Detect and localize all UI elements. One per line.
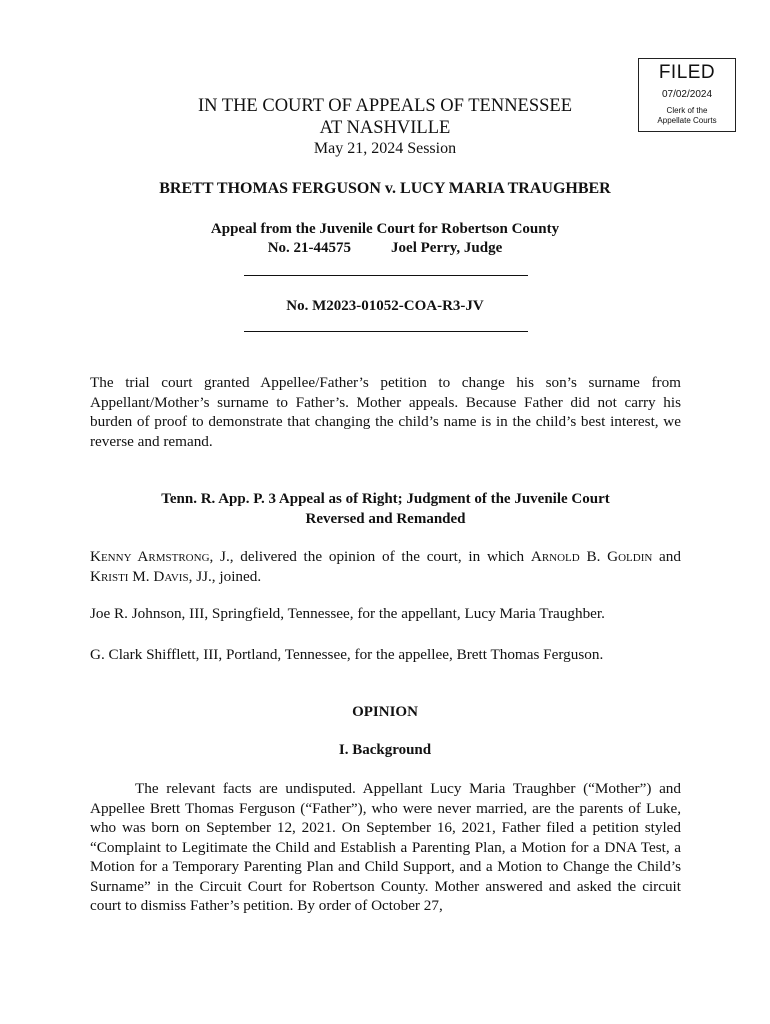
trial-case-number: No. 21-44575 xyxy=(267,240,352,256)
filed-stamp-clerk-line1: Clerk of the xyxy=(666,106,708,115)
trial-judge: Joel Perry, Judge xyxy=(391,240,503,256)
appeal-from: Appeal from the Juvenile Court for Robertson County xyxy=(210,221,560,237)
court-name: IN THE COURT OF APPEALS OF TENNESSEE xyxy=(197,96,573,116)
holding-line2: Reversed and Remanded xyxy=(305,511,466,527)
holding xyxy=(90,489,681,529)
authoring-judge: Kenny Armstrong xyxy=(90,548,210,565)
panel-ending: , JJ., joined. xyxy=(188,567,262,585)
case-caption: BRETT THOMAS FERGUSON v. LUCY MARIA TRAUGHBER xyxy=(159,180,611,197)
appellant-attorney: Joe R. Johnson, III, Springfield, Tennessee, for the appellant, Lucy Maria Traughber. xyxy=(90,605,605,622)
holding-line1: Tenn. R. App. P. 3 Appeal as of Right; Judgment of the Juvenile Court xyxy=(161,491,610,507)
filed-stamp-clerk-line2: Appellate Courts xyxy=(657,116,717,125)
appellee-attorney: G. Clark Shifflett, III, Portland, Tennessee, for the appellee, Brett Thomas Ferguson. xyxy=(90,646,604,663)
panel-judge-3: Kristi M. Davis xyxy=(90,567,189,585)
filed-stamp-title: FILED xyxy=(658,62,716,83)
opinion-paragraph: The relevant facts are undisputed. Appellant Lucy Maria Traughber (“Mother”) and Appellee Brett Thomas Ferguson (“Father”), who were never married, are the parents of Luke, who was born on September 12, 2021. On September 16, 2021, Father filed a petition styled “Complaint to Legitimate the Child and Establish a Parenting Plan, a Motion for a DNA Test, a Motion for a Temporary Parenting Plan and Child Support, and a Motion to Change the Child’s Surname” in the Circuit Court for Robertson County. Mother answered and asked the circuit court to dismiss Father’s petition. By order of October 27, xyxy=(90,780,681,914)
opinion-panel xyxy=(90,547,681,586)
filed-stamp-date: 07/02/2024 xyxy=(661,89,713,100)
opinion-heading: OPINION xyxy=(352,704,418,720)
divider-rule-bottom xyxy=(244,331,528,332)
panel-text: , J., delivered the opinion of the court, in which xyxy=(209,548,531,565)
section-heading: I. Background xyxy=(338,742,432,758)
case-summary: The trial court granted Appellee/Father’s petition to change his son’s surname from Appellant/Mother’s surname to Father’s. Mother appeals. Because Father did not carry his burden of proof to demonstrate that changing the child’s name is in the child’s best interest, we reverse and remand. xyxy=(90,374,681,450)
panel-judge-2: Arnold B. Goldin xyxy=(530,548,653,565)
trial-case-line xyxy=(0,239,770,258)
divider-rule-top xyxy=(244,275,528,276)
panel-joiner: and xyxy=(652,548,681,565)
docket-number: No. M2023-01052-COA-R3-JV xyxy=(286,298,484,314)
court-location: AT NASHVILLE xyxy=(319,118,451,138)
session-date: May 21, 2024 Session xyxy=(313,140,457,157)
